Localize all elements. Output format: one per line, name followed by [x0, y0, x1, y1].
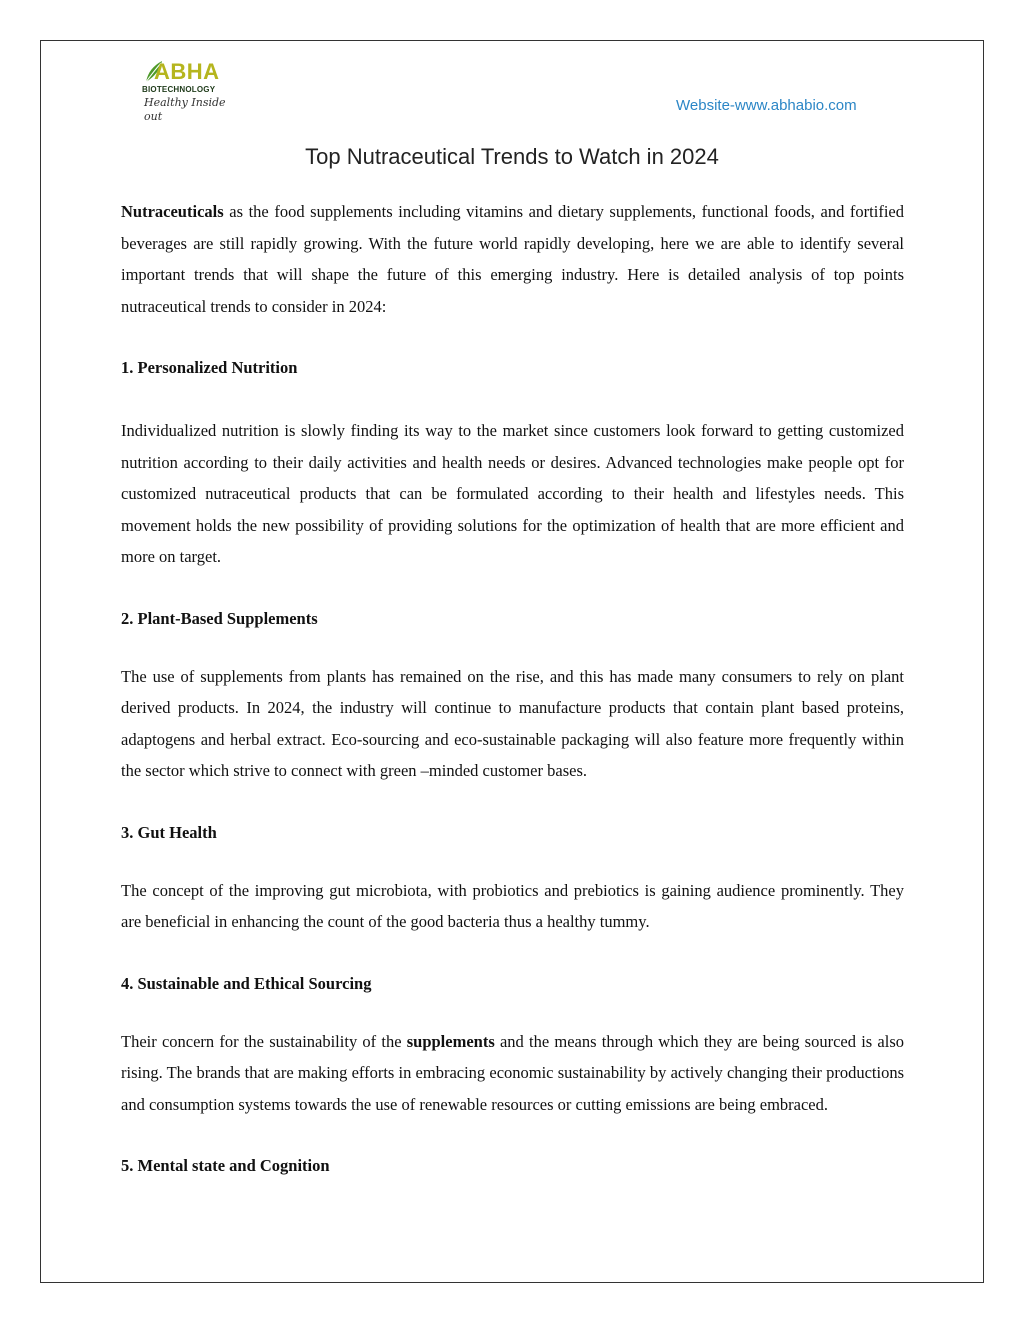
section-body-part-2: and the means through which they are being sourced is also rising. The brands that are making efforts in embracing economic sustainability by actively changing their productions and consumption systems towards the use of renewable resources or cutting emissions are being embraced.	[121, 1031, 904, 1114]
company-logo	[142, 58, 242, 123]
section-heading-personalized-nutrition: 1. Personalized Nutrition	[121, 358, 298, 377]
section-body-personalized-nutrition: Individualized nutrition is slowly finding its way to the market since customers look forward to getting customized nutrition according to their daily activities and health needs or desires. Advanced technologies make people opt for customized nutraceutical products that can be formulated according to their health and lifestyles needs. This movement holds the new possibility of providing solutions for the optimization of health that are more efficient and more on target.	[121, 421, 904, 566]
section-heading-plant-based-supplements: 2. Plant-Based Supplements	[121, 608, 318, 628]
section-body-sustainable-sourcing	[121, 1026, 904, 1121]
intro-lead-bold: Nutraceuticals	[121, 202, 224, 221]
section-body-gut-health: The concept of the improving gut microbiota, with probiotics and prebiotics is gaining audience prominently. They are beneficial in enhancing the count of the good bacteria thus a healthy tummy.	[121, 880, 904, 931]
logo-tagline: Healthy Inside out	[144, 96, 226, 123]
intro-paragraph	[121, 196, 904, 322]
section-body-plant-based-supplements: The use of supplements from plants has remained on the rise, and this has made many consumers to rely on plant derived products. In 2024, the industry will continue to manufacture products that contain plant based proteins, adaptogens and herbal extract. Eco-sourcing and eco-sustainable packaging will also feature more frequently within the sector which strive to connect with green –minded customer bases.	[121, 666, 904, 780]
section-heading-gut-health: 3. Gut Health	[121, 822, 217, 842]
website-link[interactable]: Website-www.abhabio.com	[676, 97, 857, 114]
supplements-bold: supplements	[406, 1031, 495, 1051]
document-body	[121, 196, 904, 1178]
section-heading-mental-state: 5. Mental state and Cognition	[121, 1156, 330, 1175]
logo-subtitle: BIOTECHNOLOGY	[142, 85, 216, 94]
section-body-part-1: Their concern for the sustainability of the	[121, 1031, 407, 1051]
logo-brand-text: ABHA	[154, 59, 220, 84]
document-title: Top Nutraceutical Trends to Watch in 2024	[305, 144, 719, 169]
section-heading-sustainable-sourcing: 4. Sustainable and Ethical Sourcing	[121, 973, 372, 993]
intro-text: as the food supplements including vitamins and dietary supplements, functional foods, and fortified beverages are still rapidly growing. With the future world rapidly developing, here we are able to identify several important trends that will shape the future of this emerging industry. Here is detailed analysis of top points nutraceutical trends to consider in 2024:	[121, 202, 904, 316]
